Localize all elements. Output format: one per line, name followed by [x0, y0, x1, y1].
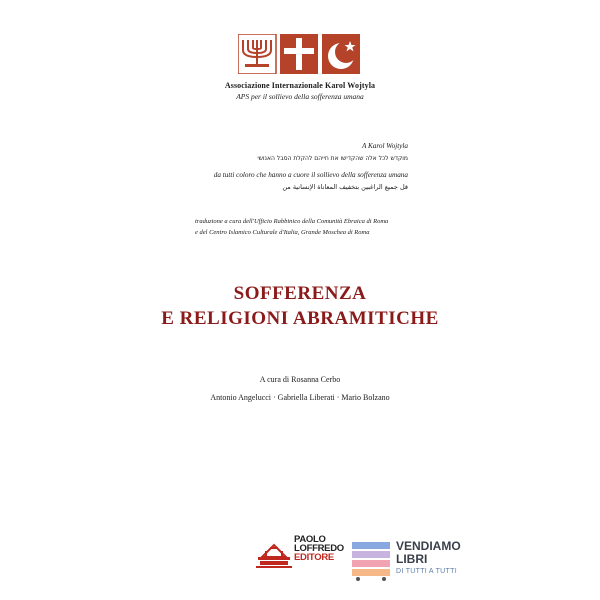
books-stack-icon — [350, 542, 392, 582]
association-name: Associazione Internazionale Karol Wojtyla — [224, 81, 376, 90]
dedication-arabic: قل جميع الراغبين بتخفيف المعاناة الإنسانية من — [282, 183, 408, 191]
badge-line-2: LIBRI — [396, 552, 428, 566]
vendiamo-libri-badge — [396, 540, 461, 575]
dedication-hebrew: מוקדש לכל אלה שהקדישו את חייהם להקלת הסבל האנושי — [257, 155, 408, 162]
editor-curator: A cura di Rosanna Cerbo — [259, 375, 341, 384]
badge-line-3: DI TUTTI A TUTTI — [396, 568, 457, 575]
association-logo-icon — [238, 34, 360, 74]
publisher-line-3: EDITORE — [294, 552, 334, 563]
association-subtitle: APS per il sollievo della sofferenza umana — [236, 92, 364, 101]
translation-line-1: traduzione a cura dell'Ufficio Rabbinico della Comunità Ebraica di Roma — [195, 218, 389, 225]
publisher-line-1: PAOLO — [294, 534, 326, 545]
translation-line-2: e del Centro Islamico Culturale d'Italia, Grande Moschea di Roma — [195, 229, 370, 236]
dedication-to: A Karol Wojtyla — [361, 142, 408, 150]
dedication-italian: da tutti coloro che hanno a cuore il sollievo della sofferenza umana — [213, 171, 408, 179]
publisher-building-icon — [254, 533, 294, 573]
book-title-line-1: SOFFERENZA — [233, 283, 367, 304]
publisher-logo — [254, 533, 350, 575]
publisher-line-2: LOFFREDO — [294, 543, 344, 554]
book-title-line-2: E RELIGIONI ABRAMITICHE — [161, 308, 439, 329]
editor-authors: Antonio Angelucci · Gabriella Liberati · Mario Bolzano — [210, 393, 390, 402]
badge-line-1: VENDIAMO — [396, 539, 461, 553]
